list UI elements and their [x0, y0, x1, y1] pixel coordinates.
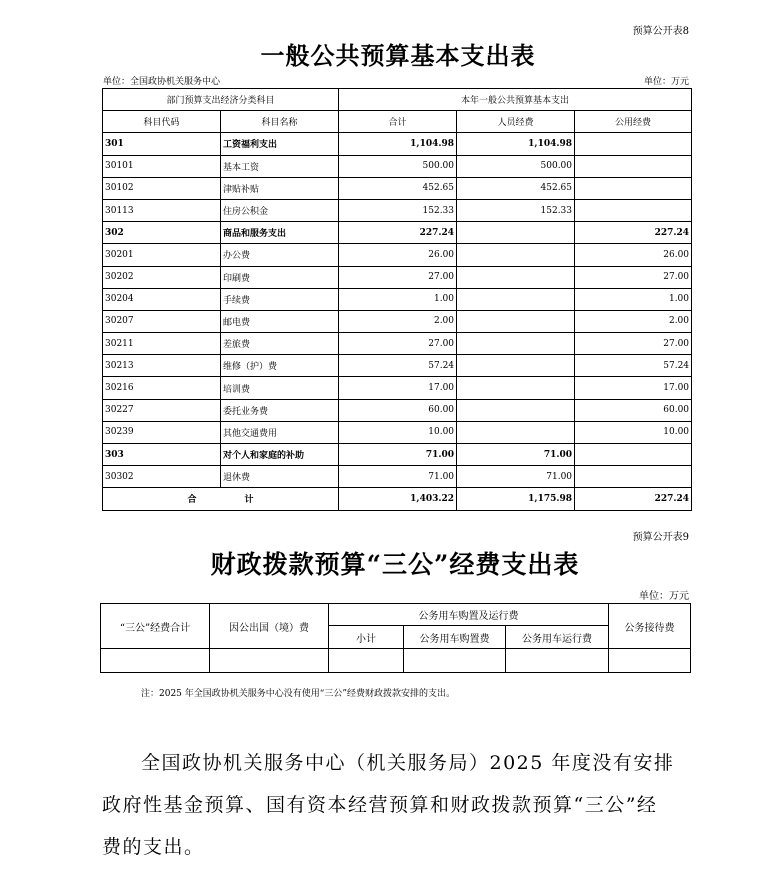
col-header-total: 合计 [339, 111, 457, 133]
row-public: 227.24 [575, 222, 692, 244]
row-name: 津贴补贴 [221, 177, 339, 199]
table9 [100, 603, 691, 673]
row-name: 对个人和家庭的补助 [221, 444, 339, 466]
table8-unit-left: 单位：全国政协机关服务中心 [103, 77, 221, 87]
table9-tag: 预算公开表9 [632, 532, 689, 543]
row-personnel [457, 288, 575, 310]
table-row [103, 399, 692, 421]
row-code: 303 [103, 444, 221, 466]
header-subtotal: 小计 [329, 626, 404, 649]
col-header-public: 公用经费 [575, 111, 692, 133]
row-total: 452.65 [339, 177, 457, 199]
row-personnel: 452.65 [457, 177, 575, 199]
row-public [575, 444, 692, 466]
row-public: 27.00 [575, 333, 692, 355]
row-public: 57.24 [575, 355, 692, 377]
row-public: 2.00 [575, 310, 692, 332]
row-total: 71.00 [339, 466, 457, 488]
row-public: 10.00 [575, 421, 692, 443]
row-name: 邮电费 [221, 310, 339, 332]
table-row [103, 266, 692, 288]
row-code: 302 [103, 222, 221, 244]
row-total: 1,104.98 [339, 133, 457, 155]
col-header-personnel: 人员经费 [457, 111, 575, 133]
row-code: 30207 [103, 310, 221, 332]
row-public: 1.00 [575, 288, 692, 310]
row-personnel: 71.00 [457, 466, 575, 488]
row-personnel [457, 244, 575, 266]
table-row [103, 377, 692, 399]
row-name: 基本工资 [221, 155, 339, 177]
row-code: 30216 [103, 377, 221, 399]
row-code: 30239 [103, 421, 221, 443]
table-row [103, 310, 692, 332]
row-name: 商品和服务支出 [221, 222, 339, 244]
row-personnel [457, 310, 575, 332]
row-name: 其他交通费用 [221, 421, 339, 443]
col-header-code: 科目代码 [103, 111, 221, 133]
table-row [103, 333, 692, 355]
column-header-row [103, 111, 692, 133]
row-code: 30213 [103, 355, 221, 377]
row-code: 30302 [103, 466, 221, 488]
row-total: 2.00 [339, 310, 457, 332]
row-name: 印刷费 [221, 266, 339, 288]
row-code: 30204 [103, 288, 221, 310]
row-code: 30202 [103, 266, 221, 288]
table8-tag: 预算公开表8 [632, 26, 689, 37]
row-total: 10.00 [339, 421, 457, 443]
table-row [103, 177, 692, 199]
row-public: 17.00 [575, 377, 692, 399]
row-code: 30102 [103, 177, 221, 199]
row-code: 30227 [103, 399, 221, 421]
row-personnel [457, 266, 575, 288]
row-name: 培训费 [221, 377, 339, 399]
row-total: 71.00 [339, 444, 457, 466]
table9-title: 财政拨款预算“三公”经费支出表 [210, 550, 580, 579]
row-total: 227.24 [339, 222, 457, 244]
header-car-buy: 公务用车购置费 [404, 626, 506, 649]
row-public: 26.00 [575, 244, 692, 266]
row-personnel [457, 355, 575, 377]
paragraph-line-1: 全国政协机关服务中心（机关服务局）2025 年度没有安排 [141, 752, 675, 774]
group-header-right: 本年一般公共预算基本支出 [339, 89, 692, 111]
total-total: 1,403.22 [339, 488, 457, 510]
header-sangong-total: “三公”经费合计 [101, 604, 210, 649]
table-row [103, 155, 692, 177]
row-personnel [457, 222, 575, 244]
row-name: 差旅费 [221, 333, 339, 355]
row-total: 17.00 [339, 377, 457, 399]
table-row [103, 222, 692, 244]
row-public: 27.00 [575, 266, 692, 288]
row-code: 30201 [103, 244, 221, 266]
header-car-run: 公务用车运行费 [506, 626, 609, 649]
row-total: 60.00 [339, 399, 457, 421]
paragraph-line-3: 费的支出。 [102, 836, 205, 858]
total-public: 227.24 [575, 488, 692, 510]
table-row [103, 244, 692, 266]
row-name: 委托业务费 [221, 399, 339, 421]
row-total: 1.00 [339, 288, 457, 310]
row-personnel [457, 421, 575, 443]
row-code: 30101 [103, 155, 221, 177]
row-name: 工资福利支出 [221, 133, 339, 155]
total-row [103, 488, 692, 510]
table-row [103, 421, 692, 443]
row-total: 152.33 [339, 199, 457, 221]
row-total: 500.00 [339, 155, 457, 177]
row-total: 27.00 [339, 333, 457, 355]
row-name: 手续费 [221, 288, 339, 310]
table-row [103, 288, 692, 310]
summary-paragraph [102, 742, 702, 868]
row-personnel [457, 333, 575, 355]
row-name: 住房公积金 [221, 199, 339, 221]
row-personnel: 500.00 [457, 155, 575, 177]
group-header-left: 部门预算支出经济分类科目 [103, 89, 339, 111]
row-personnel [457, 377, 575, 399]
row-total: 26.00 [339, 244, 457, 266]
total-personnel: 1,175.98 [457, 488, 575, 510]
row-code: 30113 [103, 199, 221, 221]
row-code: 301 [103, 133, 221, 155]
table-row [103, 133, 692, 155]
col-header-name: 科目名称 [221, 111, 339, 133]
row-total: 27.00 [339, 266, 457, 288]
total-label-char-2: 计 [244, 495, 254, 506]
header-abroad: 因公出国（境）费 [210, 604, 329, 649]
row-name: 维修（护）费 [221, 355, 339, 377]
row-code: 30211 [103, 333, 221, 355]
table-row [103, 444, 692, 466]
row-total: 57.24 [339, 355, 457, 377]
paragraph-line-2: 政府性基金预算、国有资本经营预算和财政拨款预算“三公”经 [102, 794, 658, 816]
table9-unit-right: 单位：万元 [639, 591, 689, 602]
row-name: 退休费 [221, 466, 339, 488]
row-personnel [457, 399, 575, 421]
row-personnel: 1,104.98 [457, 133, 575, 155]
table8-title: 一般公共预算基本支出表 [260, 41, 536, 70]
row-public: 60.00 [575, 399, 692, 421]
row-personnel: 152.33 [457, 199, 575, 221]
table-row [103, 466, 692, 488]
header-car-group: 公务用车购置及运行费 [329, 604, 609, 626]
row-personnel: 71.00 [457, 444, 575, 466]
row-public [575, 133, 692, 155]
table8-unit-right: 单位：万元 [643, 77, 689, 87]
table9-note: 注：2025 年全国政协机关服务中心没有使用“三公”经费财政拨款安排的支出。 [141, 689, 455, 699]
header-reception: 公务接待费 [609, 604, 691, 649]
table-row [103, 199, 692, 221]
row-public [575, 466, 692, 488]
table-row [103, 355, 692, 377]
row-public [575, 155, 692, 177]
row-name: 办公费 [221, 244, 339, 266]
row-public [575, 177, 692, 199]
table8 [102, 88, 692, 511]
total-label-char-1: 合 [187, 495, 197, 506]
table9-empty-row [101, 649, 691, 673]
row-public [575, 199, 692, 221]
total-label [103, 488, 339, 510]
